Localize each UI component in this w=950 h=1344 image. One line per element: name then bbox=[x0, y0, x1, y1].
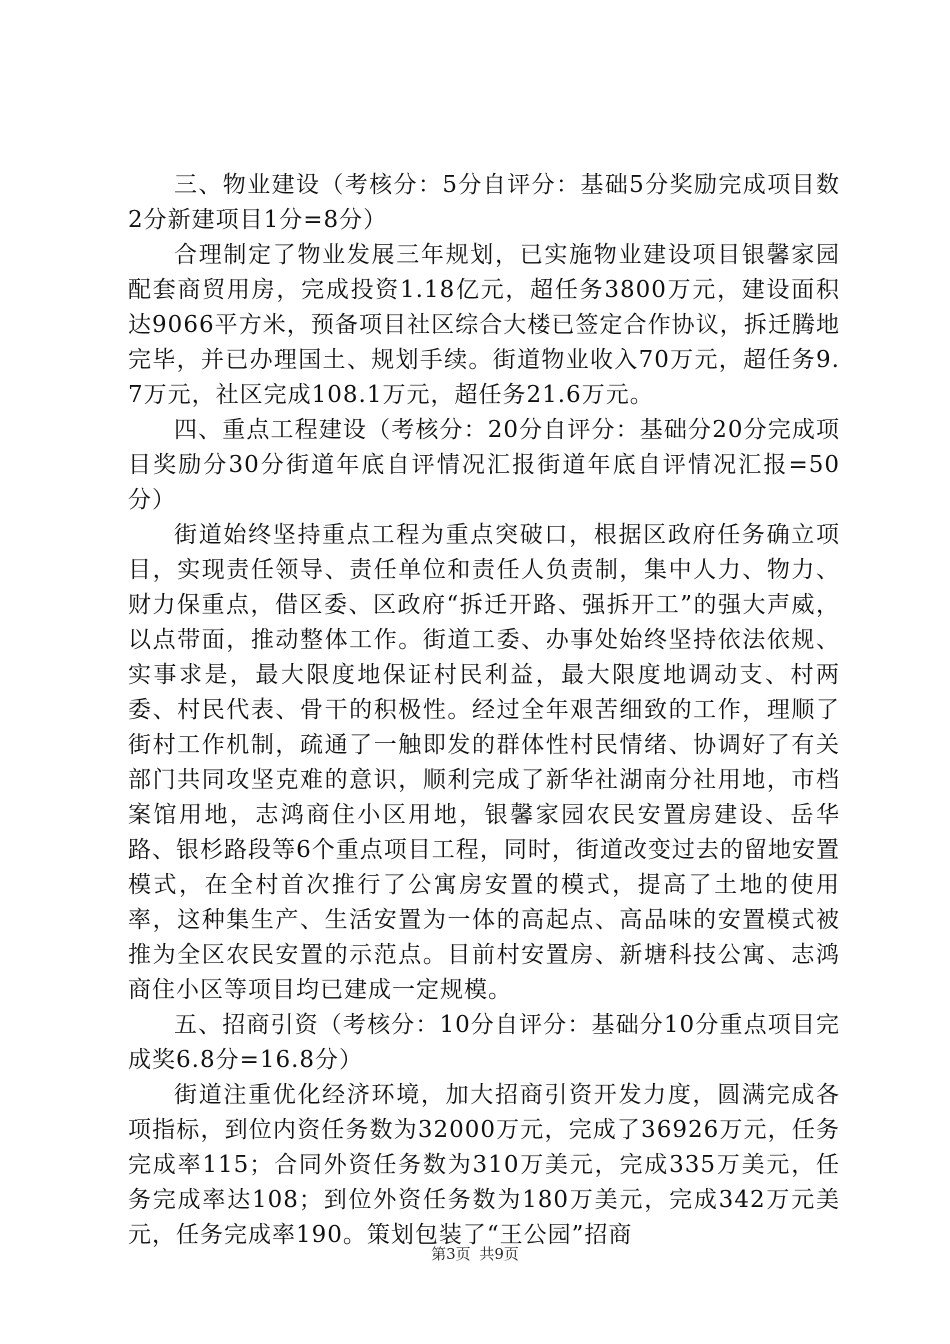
page-total: 共9页 bbox=[479, 1245, 519, 1263]
page-number: 第3页 bbox=[431, 1245, 471, 1263]
paragraph-key-projects-details: 街道始终坚持重点工程为重点突破口，根据区政府任务确立项目，实现责任领导、责任单位和责任人负责制，集中人力、物力、财力保重点，借区委、区政府“拆迁开路、强拆开工”的强大声威，以点带面，推动整体工作。街道工委、办事处始终坚持依法依规、实事求是，最大限度地保证村民利益，最大限度地调动支、村两委、村民代表、骨干的积极性。经过全年艰苦细致的工作，理顺了街村工作机制，疏通了一触即发的群体性村民情绪、协调好了有关部门共同攻坚克难的意识，顺利完成了新华社湖南分社用地，市档案馆用地，志鸿商住小区用地，银馨家园农民安置房建设、岳华路、银杉路段等6个重点项目工程，同时，街道改变过去的留地安置模式，在全村首次推行了公寓房安置的模式，提高了土地的使用率，这种集生产、生活安置为一体的高起点、高品味的安置模式被推为全区农民安置的示范点。目前村安置房、新塘科技公寓、志鸿商住小区等项目均已建成一定规模。 bbox=[128, 522, 840, 1003]
section-heading-investment: 五、招商引资（考核分：10分自评分：基础分10分重点项目完成奖6.8分=16.8分） bbox=[128, 1012, 840, 1073]
page-footer bbox=[0, 1244, 950, 1264]
paragraph-investment-details: 街道注重优化经济环境，加大招商引资开发力度，圆满完成各项指标，到位内资任务数为32000万元，完成了36926万元，任务完成率115；合同外资任务数为310万美元，完成335万美元，任务完成率达108；到位外资任务数为180万美元，完成342万元美元，任务完成率190。策划包装了“王公园”招商 bbox=[128, 1082, 840, 1248]
document-body bbox=[128, 168, 840, 1253]
paragraph-property-details: 合理制定了物业发展三年规划，已实施物业建设项目银馨家园配套商贸用房，完成投资1.18亿元，超任务3800万元，建设面积达9066平方米，预备项目社区综合大楼已签定合作协议，拆迁腾地完毕，并已办理国土、规划手续。街道物业收入70万元，超任务9.7万元，社区完成108.1万元，超任务21.6万元。 bbox=[128, 242, 840, 408]
section-heading-property: 三、物业建设（考核分：5分自评分：基础5分奖励完成项目数2分新建项目1分=8分） bbox=[128, 172, 840, 233]
section-heading-key-projects: 四、重点工程建设（考核分：20分自评分：基础分20分完成项目奖励分30分街道年底自评情况汇报街道年底自评情况汇报=50分） bbox=[128, 417, 840, 513]
